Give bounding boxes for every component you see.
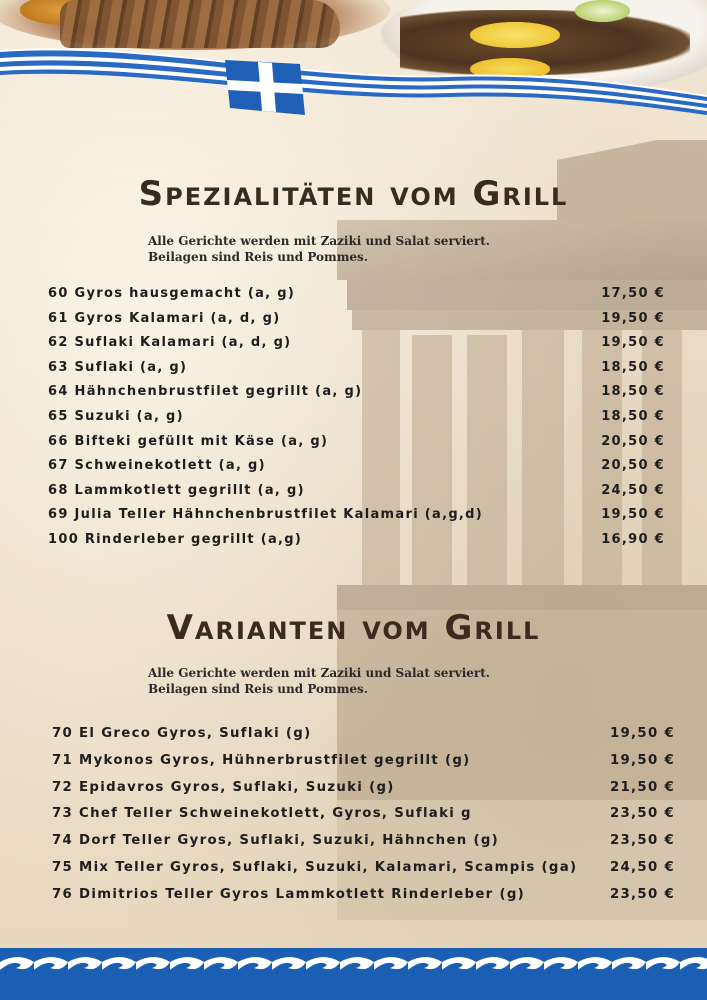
menu-item [0, 430, 707, 455]
menu-item [0, 380, 707, 405]
item-name: 100 Rinderleber gegrillt (a,g) [48, 531, 303, 547]
menu-item [0, 856, 707, 883]
item-name: 72 Epidavros Gyros, Suflaki, Suzuki (g) [52, 779, 395, 795]
menu-item [0, 479, 707, 504]
menu-item [0, 722, 707, 749]
item-name: 62 Suflaki Kalamari (a, d, g) [48, 335, 292, 351]
item-price: 20,50 € [601, 433, 665, 449]
item-name: 76 Dimitrios Teller Gyros Lammkotlett Rinderleber (g) [52, 886, 526, 902]
note-line: Beilagen sind Reis und Pommes. [148, 250, 368, 264]
item-name: 73 Chef Teller Schweinekotlett, Gyros, Suflaki g [52, 806, 472, 822]
item-name: 65 Suzuki (a, g) [48, 408, 184, 424]
note-line: Alle Gerichte werden mit Zaziki und Salat serviert. [148, 666, 490, 680]
menu-item [0, 307, 707, 332]
item-price: 19,50 € [601, 335, 665, 351]
item-name: 61 Gyros Kalamari (a, d, g) [48, 310, 281, 326]
item-price: 21,50 € [609, 779, 675, 795]
menu-item [0, 528, 707, 553]
item-price: 18,50 € [601, 408, 665, 424]
item-price: 23,50 € [609, 806, 675, 822]
menu-item [0, 356, 707, 381]
menu-item [0, 454, 707, 479]
section-note [148, 233, 490, 265]
item-price: 19,50 € [609, 752, 675, 768]
menu-item [0, 749, 707, 776]
item-price: 19,50 € [609, 726, 675, 741]
item-name: 74 Dorf Teller Gyros, Suflaki, Suzuki, Hähnchen (g) [52, 833, 500, 849]
item-price: 17,50 € [601, 286, 665, 301]
item-price: 16,90 € [601, 531, 665, 547]
lemon-wedge-image [575, 0, 630, 22]
item-price: 23,50 € [609, 833, 675, 849]
item-name: 70 El Greco Gyros, Suflaki (g) [52, 726, 312, 741]
item-price: 18,50 € [601, 384, 665, 400]
item-price: 19,50 € [601, 310, 665, 326]
item-price: 18,50 € [601, 359, 665, 375]
note-line: Beilagen sind Reis und Pommes. [148, 682, 368, 696]
item-name: 71 Mykonos Gyros, Hühnerbrustfilet gegrillt (g) [52, 752, 471, 768]
menu-item [0, 405, 707, 430]
item-name: 68 Lammkotlett gegrillt (a, g) [48, 482, 305, 498]
menu-item [0, 776, 707, 803]
item-name: 75 Mix Teller Gyros, Suflaki, Suzuki, Kalamari, Scampis (ga) [52, 859, 578, 875]
menu-item [0, 829, 707, 856]
menu-list [0, 282, 707, 553]
item-name: 60 Gyros hausgemacht (a, g) [48, 286, 296, 301]
menu-item [0, 802, 707, 829]
note-line: Alle Gerichte werden mit Zaziki und Salat serviert. [148, 234, 490, 248]
menu-item [0, 503, 707, 528]
item-name: 66 Bifteki gefüllt mit Käse (a, g) [48, 433, 329, 449]
item-price: 24,50 € [609, 859, 675, 875]
item-name: 64 Hähnchenbrustfilet gegrillt (a, g) [48, 384, 363, 400]
menu-item [0, 282, 707, 307]
item-name: 63 Suflaki (a, g) [48, 359, 188, 375]
item-price: 23,50 € [609, 886, 675, 902]
section-title: Varianten vom Grill [166, 608, 541, 648]
item-price: 20,50 € [601, 458, 665, 474]
greek-flag-icon [0, 40, 707, 130]
menu-list [0, 722, 707, 910]
item-name: 67 Schweinekotlett (a, g) [48, 458, 266, 474]
section-title: Spezialitäten vom Grill [138, 174, 569, 214]
section-note [148, 665, 490, 697]
item-price: 19,50 € [601, 507, 665, 523]
wave-border-icon [0, 948, 707, 1000]
item-name: 69 Julia Teller Hähnchenbrustfilet Kalamari (a,g,d) [48, 507, 484, 523]
menu-item [0, 331, 707, 356]
item-price: 24,50 € [601, 482, 665, 498]
menu-item [0, 883, 707, 910]
